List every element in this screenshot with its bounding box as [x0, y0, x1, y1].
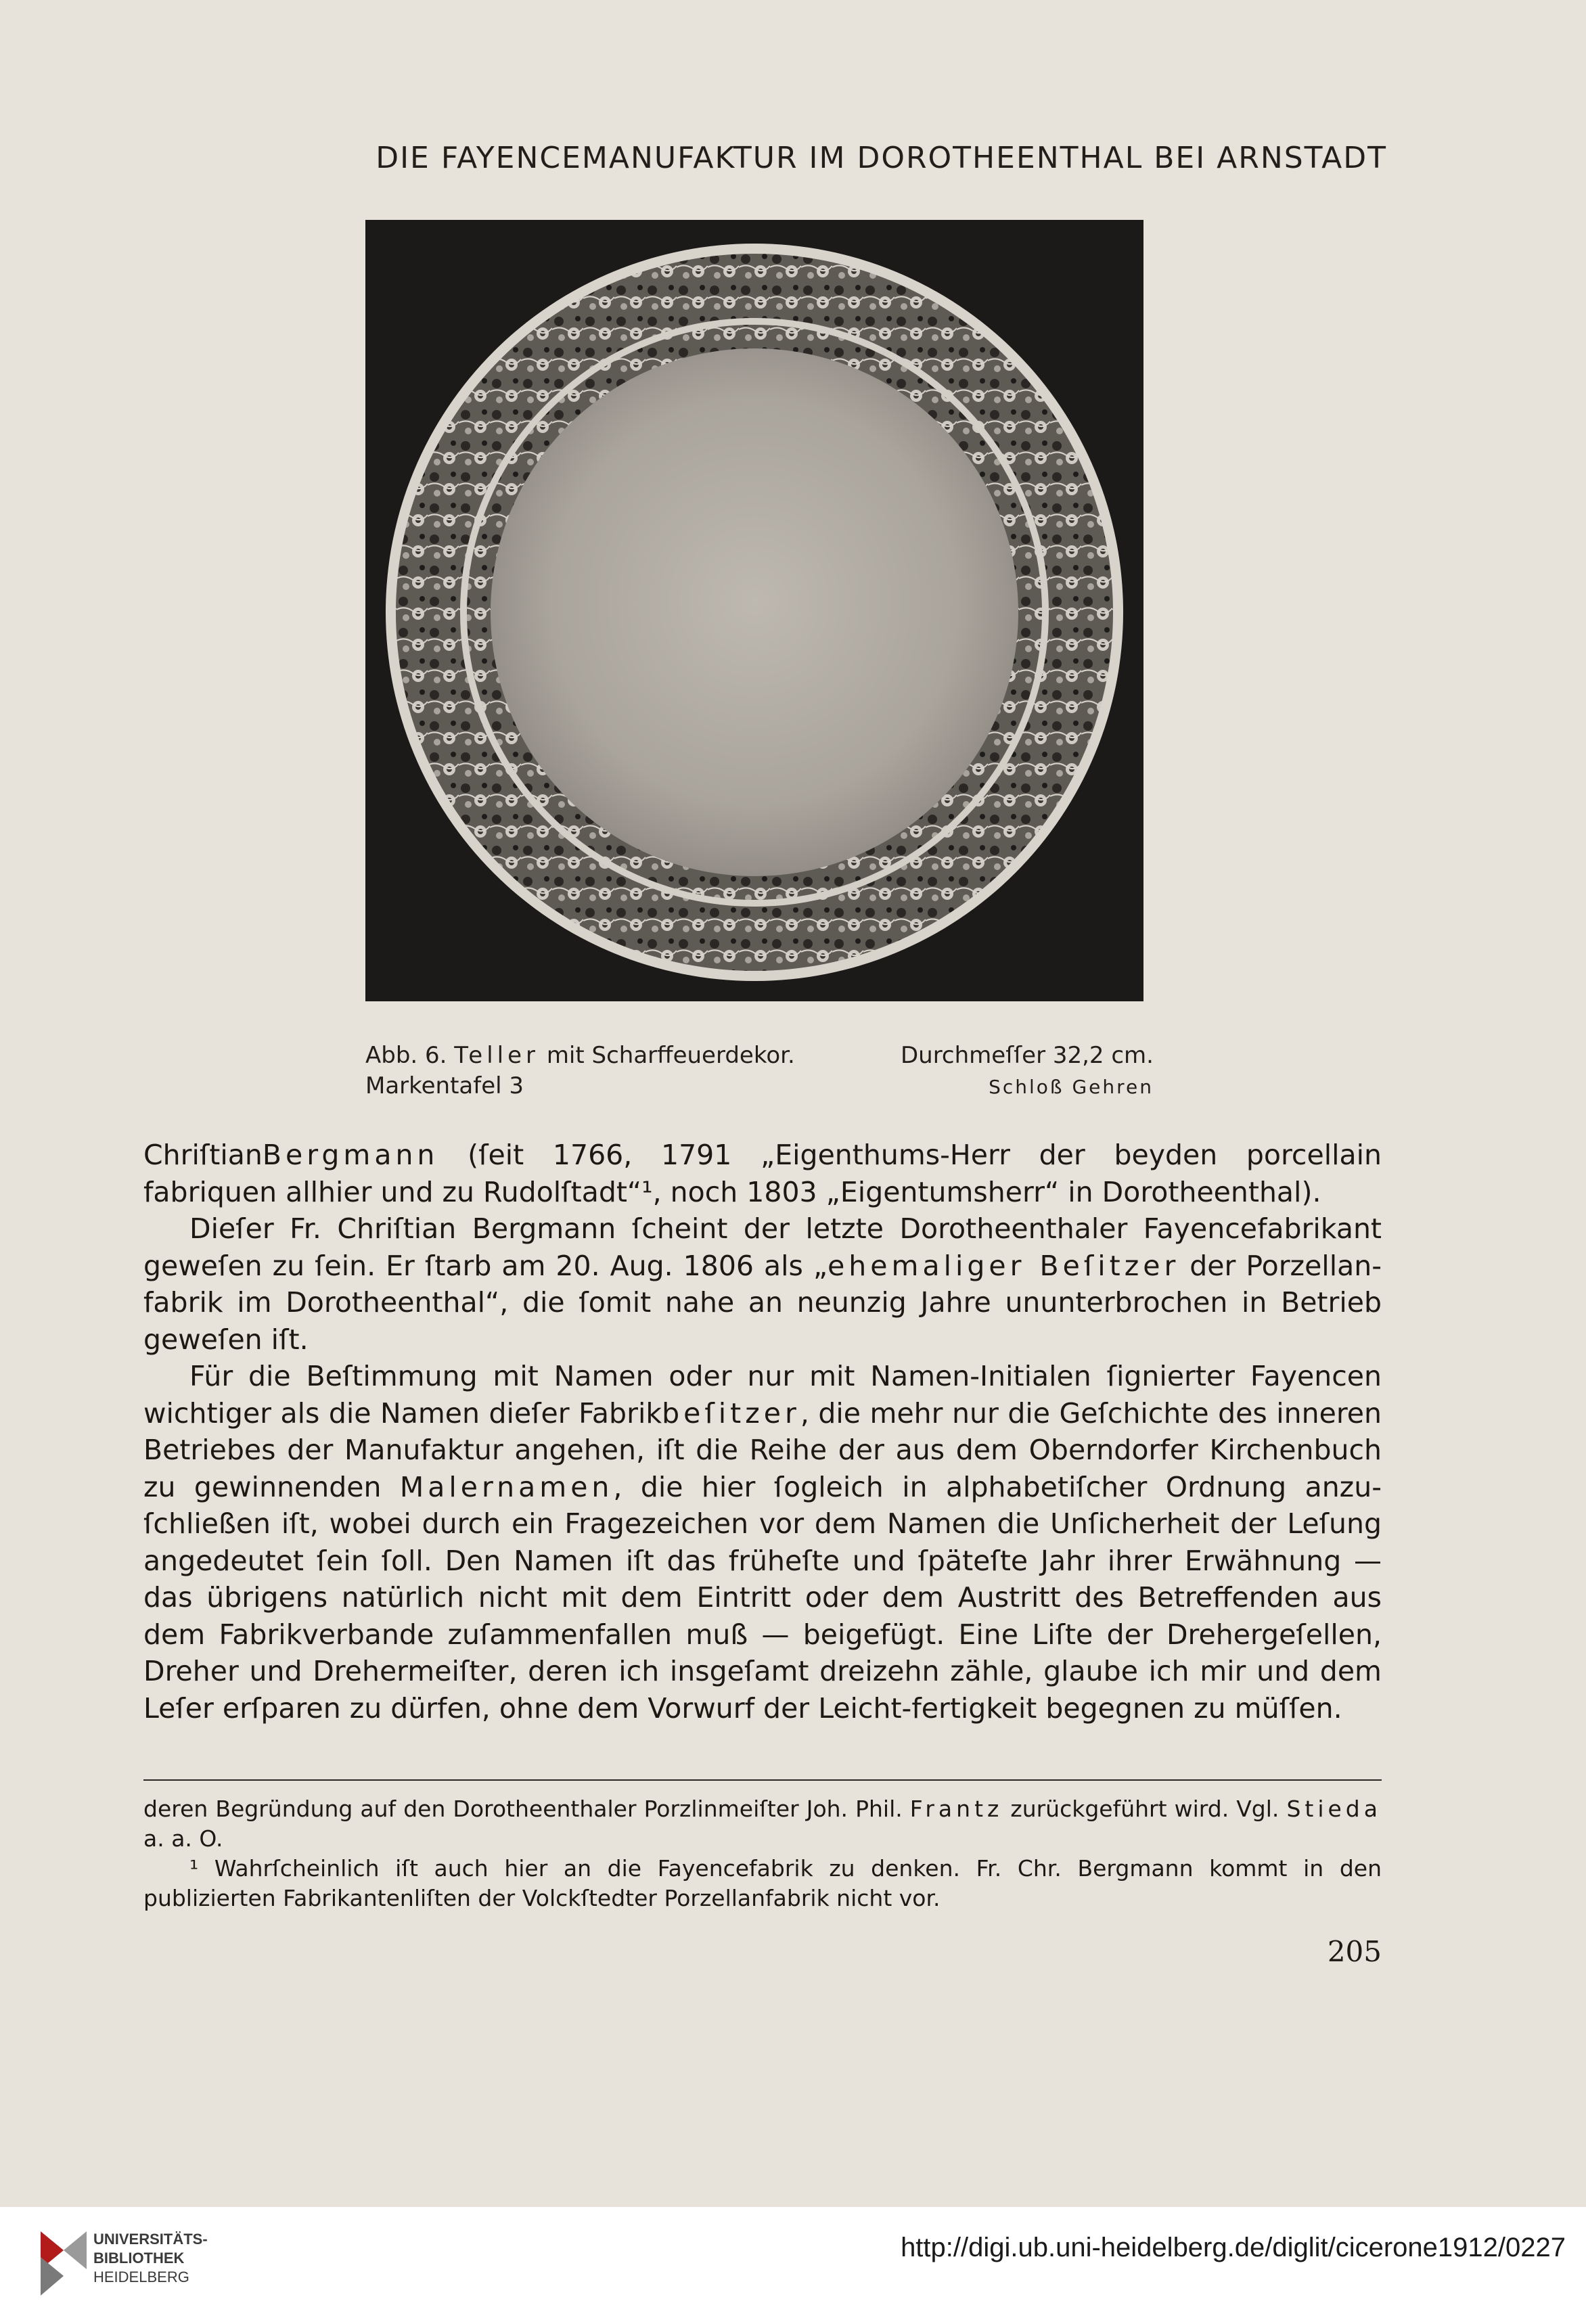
caption-description: Abb. 6. Teller mit Scharffeuerdekor.: [365, 1042, 795, 1069]
spaced-name: Bergmann: [262, 1139, 439, 1171]
footnotes: [143, 1794, 1382, 1913]
page-number: 205: [1327, 1935, 1382, 1968]
paragraph-2: Dieſer Fr. Chriſtian Bergmann ſcheint der letzte Dorotheenthaler Fayencefabrikant geweſen zu ſein. Er ſtarb am 20. Aug. 1806 als „ehemaliger Beſitzer der Porzellan-fabrik im Dorotheenthal“, die ſomit nahe an neunzig Jahre ununterbrochen in Betrieb geweſen iſt.: [143, 1212, 1382, 1356]
footnote-rule: [143, 1779, 1382, 1781]
footer-bar: [0, 2207, 1586, 2324]
caption-location: Schloß Gehren: [989, 1076, 1154, 1098]
caption-diameter: Durchmeſſer 32,2 cm.: [900, 1042, 1154, 1069]
body-text: [143, 1137, 1382, 1727]
footnote-1: ¹ Wahrſcheinlich iſt auch hier an die Fayencefabrik zu denken. Fr. Chr. Bergmann kommt in den publizierten Fabrikantenliſten der Volckſtedter Porzellanfabrik nicht vor.: [143, 1855, 1382, 1911]
figure-caption-line-1: [365, 1042, 1154, 1069]
caption-mark-plate: Markentafel 3: [365, 1072, 524, 1099]
figure-caption-line-2: [365, 1072, 1154, 1099]
paragraph-3: Für die Beſtimmung mit Namen oder nur mit Namen-Initialen ſignierter Fayencen wichtiger als die Namen dieſer Fabrikbeſitzer, die mehr nur die Geſchichte des inneren Betriebes der Manufaktur angehen, iſt die Reihe der aus dem Oberndorfer Kirchenbuch zu gewinnenden Malernamen, die hier ſogleich in alphabetiſcher Ordnung anzu-ſchließen iſt, wobei durch ein Fragezeichen vor dem Namen die Unſicherheit der Leſung angedeutet ſein ſoll. Den Namen iſt das früheſte und ſpäteſte Jahr ihrer Erwähnung — das übrigens natürlich nicht mit dem Eintritt oder dem Austritt des Betreffenden aus dem Fabrikverbande zuſammenfallen muß — beigefügt. Eine Liſte der Drehergeſellen, Dreher und Drehermeiſter, deren ich insgeſamt dreizehn zähle, glaube ich mir und dem Leſer erſparen zu dürfen, ohne dem Vorwurf der Leicht-fertigkeit begegnen zu müſſen.: [143, 1360, 1382, 1725]
plate-photograph: [365, 220, 1143, 1001]
library-logo-icon: [41, 2231, 87, 2296]
library-name: UNIVERSITÄTS- BIBLIOTHEK HEIDELBERG: [93, 2231, 208, 2285]
footnote-continued: deren Begründung auf den Dorotheenthaler Porzlinmeiſter Joh. Phil. Frantz zurückgeführt wird. Vgl. Stieda a. a. O.: [143, 1796, 1382, 1852]
source-url-link[interactable]: http://digi.ub.uni-heidelberg.de/diglit/cicerone1912/0227: [901, 2233, 1566, 2262]
paragraph-1: ChriſtianBergmann (ſeit 1766, 1791 „Eigenthums-Herr der beyden porcellain fabriquen allhier und zu Rudolſtadt“¹, noch 1803 „Eigentumsherr“ in Dorotheenthal).: [143, 1139, 1382, 1208]
running-title: DIE FAYENCEMANUFAKTUR IM DOROTHEENTHAL BEI ARNSTADT: [376, 141, 1387, 175]
